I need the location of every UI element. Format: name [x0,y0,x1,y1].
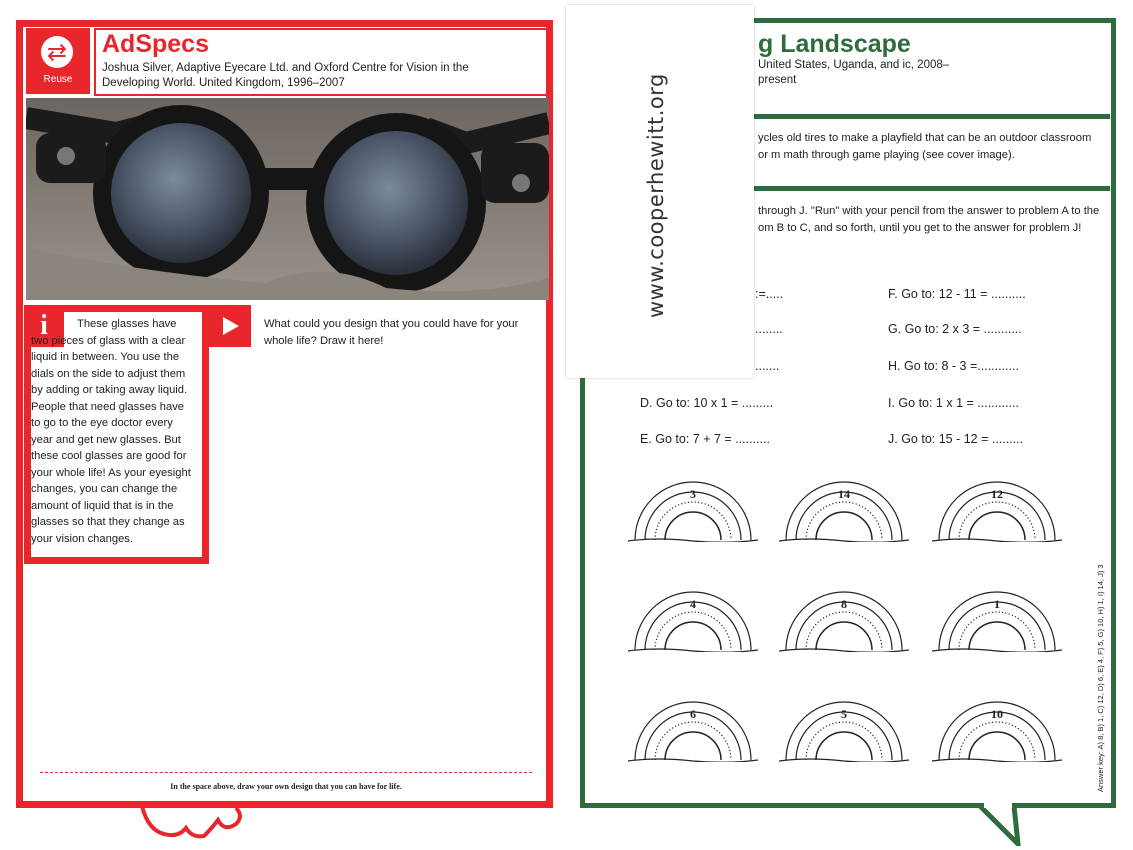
speech-tail-icon [978,800,1028,846]
problem-f: F. Go to: 12 - 11 = .......... [888,287,1026,301]
tire-arch [932,480,1062,542]
activity-instructions: through J. "Run" with your pencil from the answer to problem A to the om B to C, and so forth, until you get to the answer for problem J! [758,205,1100,234]
problem-i: I. Go to: 1 x 1 = ............ [888,396,1019,410]
problem-c: ....... [755,359,780,373]
arch-number: 4 [690,597,696,611]
play-arrow-icon [209,305,251,347]
tire-arch [932,700,1062,762]
drawing-area-divider [40,772,532,773]
tire-arch [779,480,909,542]
drawing-prompt: What could you design that you could have for your whole life? Draw it here! [264,318,519,347]
problem-h: H. Go to: 8 - 3 =............ [888,359,1019,373]
info-icon: i [24,305,64,347]
tire-arch [779,700,909,762]
arch-number: 3 [690,487,696,501]
right-card-credit: United States, Uganda, and ic, 2008–present [758,59,950,86]
card-credit: Joshua Silver, Adaptive Eyecare Ltd. and Oxford Centre for Vision in the Developing World. United Kingdom, 1996–2007 [102,62,469,89]
reuse-badge [26,28,90,94]
tire-arch [628,590,758,652]
tire-arch [628,480,758,542]
problem-d: D. Go to: 10 x 1 = ......... [640,396,774,410]
arch-number: 12 [991,487,1003,501]
answer-key: Answer key: A) 8, B) 1, C) 12, D) 6, E) 4, F) 5, G) 10, H) 1, I) 14, J) 3 [1096,564,1105,792]
footer-instruction: In the space above, draw your own design that you can have for life. [170,782,402,791]
website-url: www.cooperhewitt.org [644,73,668,318]
problem-j: J. Go to: 15 - 12 = ......... [888,432,1024,446]
tire-arch [932,590,1062,652]
tire-arch [628,700,758,762]
speech-tail-icon [140,806,260,846]
info-text: These glasses have two pieces of glass with a clear liquid in between. You use the dials on the side to adjust them by adding or taking away liquid. People that need glasses have to go to the eye doctor every year and get new glasses. But these cool glasses are good for your whole life! As your eyesight changes, you can change the amount of liquid that is in the glasses so that they change as your vision changes. [31,318,191,545]
problem-g: G. Go to: 2 x 3 = ........... [888,322,1022,336]
tire-arch [779,590,909,652]
arch-number: 14 [838,487,850,501]
arch-number: 10 [991,707,1003,721]
right-card-title: g Landscape [758,30,911,58]
arch-number: 1 [994,597,1000,611]
problem-e: E. Go to: 7 + 7 = .......... [640,432,770,446]
arch-number: 5 [841,707,847,721]
glasses-photo [26,98,549,300]
reuse-label: Reuse [43,74,73,85]
arch-number: 8 [841,597,847,611]
problem-b: ........ [755,322,783,336]
right-card-description: ycles old tires to make a playfield that can be an outdoor classroom or m math through game playing (see cover image). [758,132,1092,161]
recycle-icon: ⇄ [41,36,73,68]
card-title: AdSpecs [102,30,209,58]
arch-number: 6 [690,707,696,721]
problem-a: :=..... [755,287,784,301]
